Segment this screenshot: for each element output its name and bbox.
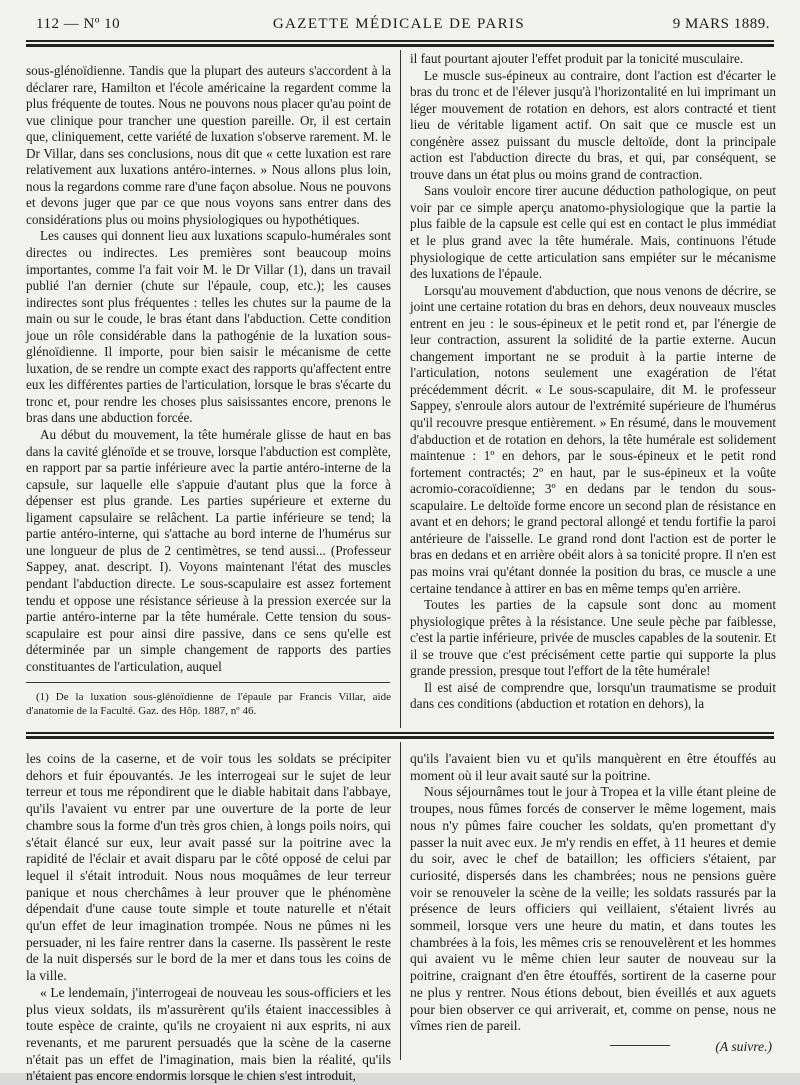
paragraph: les coins de la caserne, et de voir tous les soldats se précipiter dehors et fuir épouvantés. Je les interrogeai sur le sujet de leur terreur et tous me répondirent que le diable habitait dans l'abbaye, qu'ils l'avaient vu entrer par une ouverture de la porte de leur chambre sous la forme d'un très gros chien, à longs poils noirs, qui s'était élancé sur eux, leur avait passé sur la poitrine avec la rapidité de l'éclair et avait disparu par le côté opposé de celui par lequel il s'était introduit. Nous nous moquâmes de leur terreur panique et nous cherchâmes à leur prouver que le phénomène dépendait d'une cause toute simple et toute naturelle et n'était qu'un effet de leur imagination trompée. Nous ne pûmes ni les persuader, ni les faire rentrer dans la caserne. Ils passèrent le reste de la nuit dispersés sur le bord de la mer et dans tous les coins de la ville. (26, 751, 391, 984)
paragraph: Le muscle sus-épineux au contraire, dont l'action est d'écarter le bras du tronc et de l'élever jusqu'à l'horizontalité en lui imprimant un léger mouvement de rotation en dehors, est alors contracté et tient lieu de véritable ligament actif. On sait que ce muscle est un congénère assez puissant du muscle deltoïde, dont la principale action est l'abduction directe du bras, et qui, par conséquent, se trouve dans un état plus ou moins grand de contraction. (410, 67, 776, 182)
paragraph: Toutes les parties de la capsule sont donc au moment physiologique prêtes à la résistance. Une seule pèche par faiblesse, c'est la partie inférieure, privée de muscles capables de la soutenir. Et il se trouve que c'est précisément cette partie qui supporte la plus grande pression, presque tout l'effort de la tête humérale! (410, 597, 776, 679)
paragraph: qu'ils l'avaient bien vu et qu'ils manquèrent en être étouffés au moment où il leur avait sauté sur la poitrine. (410, 751, 776, 783)
journal-title: GAZETTE MÉDICALE DE PARIS (272, 16, 526, 32)
running-head (28, 14, 770, 36)
paragraph: Lorsqu'au mouvement d'abduction, que nous venons de décrire, se joint une certaine rotation du bras en dehors, deux nouveaux muscles entrent en jeu : le sous-épineux et le petit rond et, par l'énergie de leur contraction, assurent la solidité de la partie externe. Aucun changement important ne se produit à la partie interne de l'articulation, notons seulement une exagération de l'état précédemment décrit. « Le sous-scapulaire, dit M. le professeur Sappey, s'enroule alors autour de l'extrémité supérieure de l'humérus qu'il recouvre presque entièrement. » En résumé, dans le mouvement d'abduction et de rotation en dehors, la tête humérale est solidement maintenue : 1º en dehors, par le sous-épineux et le petit rond fortement contractés; 2º en haut, par le sus-épineux et la voûte acromio-coracoïdienne; 3º en dedans par le tendon du sous-scapulaire. Le deltoïde forme encore un second plan de résistance en avant et en dehors; le grand pectoral allongé et tendu fortifie la paroi antérieure de l'aisselle. Le grand rond dont l'action est de porter le bras en dedans et en arrière obéit alors à sa tonicité propre. Il n'en est pas moins vrai qu'étant donnée la position du bras, ce muscle a une certaine tendance à attirer en bas en même temps qu'en arrière. (410, 282, 776, 596)
lower-right-column (410, 751, 776, 1056)
issue-date: 9 MARS 1889. (672, 16, 770, 32)
paragraph: « Le lendemain, j'interrogeai de nouveau les sous-officiers et les plus vieux soldats, ils m'assurèrent qu'ils étaient inaccessibles à toute espèce de crainte, qu'ils ne croyaient ni aux esprits, ni aux revenants, et me parurent persuadés que la scène de la caserne n'était pas un effet de l'imagination, mais bien la réalité, qu'ils n'étaient pas encore endormis lorsque le chien s'est introduit, (26, 984, 391, 1084)
header-rule-thin (26, 40, 774, 42)
paragraph: Sans vouloir encore tirer aucune déduction pathologique, on peut voir par ce simple aperçu anatomo-physiologique que la partie la plus faible de la capsule est celle qui est en contact le plus immédiat et le plus grand avec la tête humérale. Mais, continuons l'étude physiologique de cette articulation sans empiéter sur le mécanisme des luxations de l'épaule. (410, 183, 776, 282)
column-separator-lower (400, 742, 401, 1060)
to-be-continued: (A suivre.) (715, 1038, 772, 1054)
section-rule-thin (26, 732, 774, 734)
paragraph: Il est aisé de comprendre que, lorsqu'un traumatisme se produit dans ces conditions (abduction et rotation en dehors), la (410, 679, 776, 712)
header-rule-thick (26, 44, 774, 47)
upper-right-column (410, 51, 776, 713)
lower-left-column (26, 751, 391, 1085)
upper-left-column (26, 63, 391, 675)
footnote-text: (1) De la luxation sous-glénoïdienne de l'épaule par Francis Villar, aide d'anatomie de la Faculté. Gaz. des Hôp. 1887, nº 46. (26, 691, 391, 717)
paragraph: Nous séjournâmes tout le jour à Tropea et la ville étant pleine de troupes, nous fûmes forcés de conserver le même logement, mais nous n'y pûmes faire coucher les soldats, qu'en promettant d'y passer la nuit avec eux. Je m'y rendis en effet, à 11 heures et demie du soir, avec le chef de bataillon; les officiers s'étaient, par curiosité, dispersés dans les chambrées; nous ne pensions guère voir se renouveler la scène de la veille; les soldats rassurés par la présence de leurs officiers qui veillaient, s'étaient livrés au sommeil, lorsque vers une heure du matin, et dans toutes les chambrées à la fois, les mêmes cris se renouvelèrent et les hommes qui avaient vu le même chien leur sauter de nouveau sur la poitrine, craignant d'en être étouffés, sortirent de la caserne pour ne plus y rentrer. Nous étions debout, bien éveillés et aux aguets pour bien observer ce qui arriverait, et, comme on pense, nous ne vîmes rien de pareil. (410, 784, 776, 1034)
paragraph: sous-glénoïdienne. Tandis que la plupart des auteurs s'accordent à la déclarer rare, Hamilton et l'école américaine la regardent comme la plus fréquente de toutes. Nous ne pouvons nous placer qu'au point de vue clinique pour trancher une question pareille. Or, il est certain que, cliniquement, cette variété de luxation s'observe rarement. M. le Dr Villar, dans ses conclusions, nous dit que « cette luxation est rare relativement aux luxations antéro-internes. » Nous allons plus loin, nous la regardons comme rare d'une façon absolue. Nous ne pouvons et devons juger que par ce que nous voyons sans entrer dans des considérations plus ou moins physiologiques ou hypothétiques. (26, 63, 391, 227)
section-rule-thick (26, 736, 774, 739)
paragraph: Au début du mouvement, la tête humérale glisse de haut en bas dans la cavité glénoïde et se trouve, lorsque l'abduction est complète, en rapport par sa partie inférieure avec la partie antéro-interne de la capsule, sur laquelle elle s'appuie d'autant plus que la force à dépenser est plus grande. Les parties supérieure et externe du ligament capsulaire se relâchent. La partie inférieure se tend; la partie antéro-interne, qui s'attache au bord interne de l'humérus sur une longueur de plus de 2 centimètres, se tend aussi... (Professeur Sappey, anat. descript. I). Voyons maintenant l'état des muscles pendant l'abduction directe. Le sous-scapulaire est assez fortement tendu et oppose une résistance sérieuse à la pression exercée sur la partie antéro-interne par la tête humérale. Cette tension du sous-scapulaire est pour ainsi dire passive, dans ce sens qu'elle est déterminée par un simple changement de rapports des parties constituantes de l'articulation, auquel (26, 427, 391, 674)
footnote-rule (26, 682, 390, 683)
footnote (26, 690, 391, 718)
end-rule (610, 1045, 670, 1046)
paragraph: il faut pourtant ajouter l'effet produit par la tonicité musculaire. (410, 51, 744, 66)
page-number: 112 — Nº 10 (36, 16, 121, 32)
column-separator-upper (400, 50, 401, 728)
paragraph: Les causes qui donnent lieu aux luxations scapulo-humérales sont directes ou indirectes. Les premières sont beaucoup moins importantes, comme l'a fait voir M. le Dr Villar (1), dans un travail publié l'an dernier (chute sur l'épaule, coup, etc.); les causes indirectes sont plus fréquentes : telles les chutes sur la paume de la main ou sur le coude, le bras étant dans l'abduction. Cette condition joue un rôle considérable dans la pathogénie de la luxation sous-glénoïdienne. Il importe, pour bien saisir le mécanisme de cette luxation, de se rendre un compte exact des rapports qu'affectent entre eux les différentes parties de l'articulation, lorsque le bras s'écarte du tronc et, pour rendre les choses plus saisissantes encore, prenons le bras dans une abduction forcée. (26, 228, 392, 426)
